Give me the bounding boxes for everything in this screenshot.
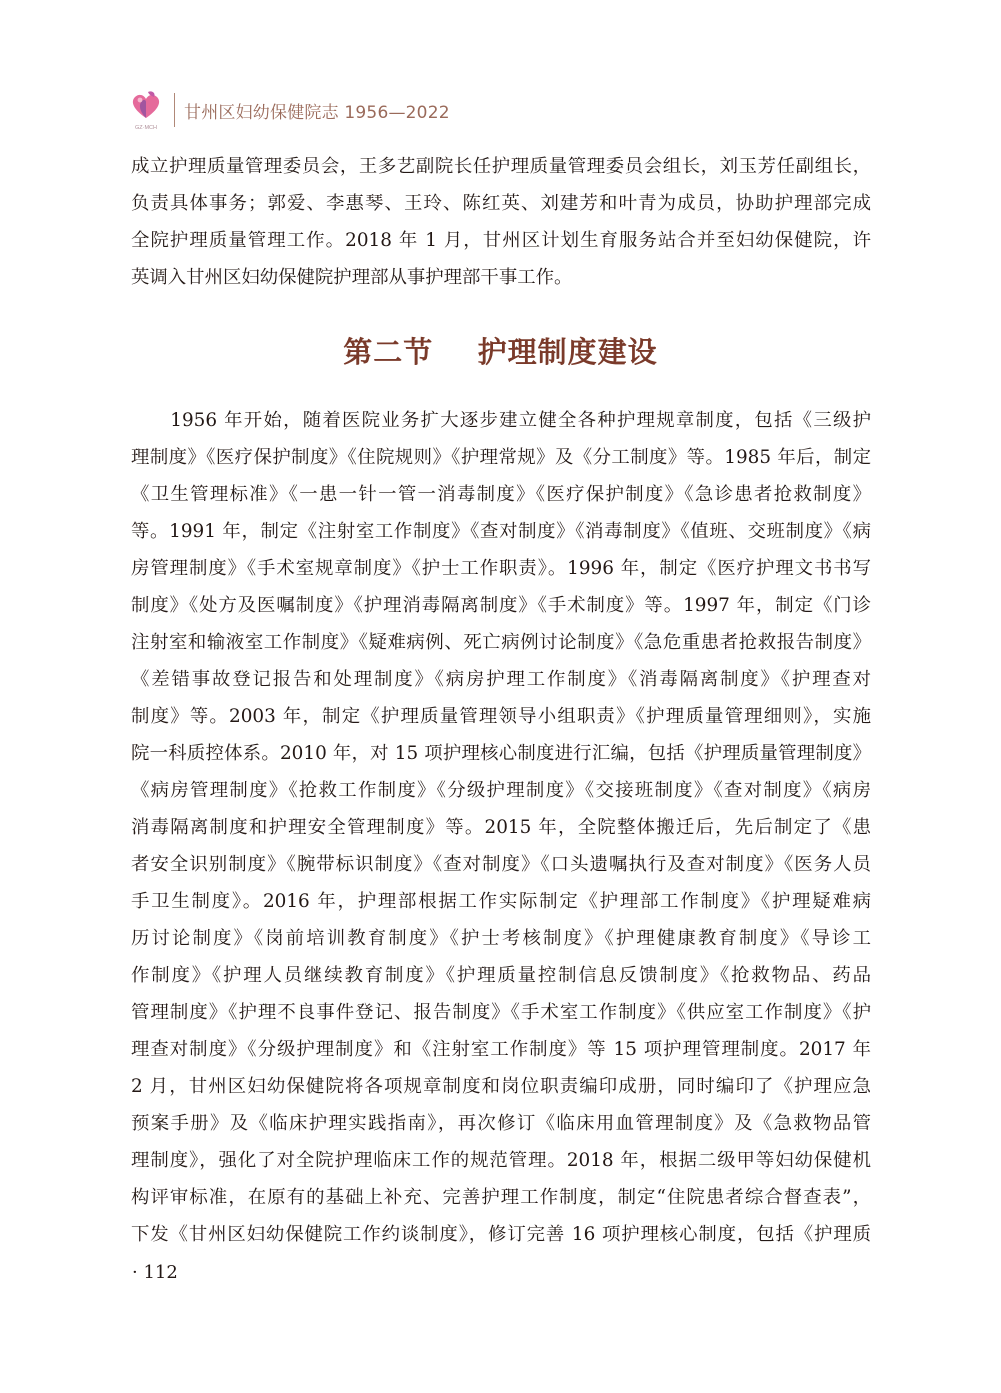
text-line: 1956 年开始，随着医院业务扩大逐步建立健全各种护理规章制度，包括《三级护 [131,410,871,431]
text-line: 管理制度》《护理不良事件登记、报告制度》《手术室工作制度》《供应室工作制度》《护 [131,1002,871,1023]
text-line: 《病房管理制度》《抢救工作制度》《分级护理制度》《交接班制度》《查对制度》《病房 [131,780,871,801]
page-number: · 112 [132,1262,178,1283]
intro-paragraph [131,148,871,296]
text-line: 理制度》《医疗保护制度》《住院规则》《护理常规》及《分工制度》等。1985 年后，制定 [131,447,871,468]
text-line: 负责具体事务；郭爱、李惠琴、王玲、陈红英、刘建芳和叶青为成员，协助护理部完成 [131,193,871,214]
text-line: 消毒隔离制度和护理安全管理制度》等。2015 年，全院整体搬迁后，先后制定了《患 [131,817,871,838]
hospital-logo-icon [128,88,164,132]
text-line: 理查对制度》《分级护理制度》和《注射室工作制度》等 15 项护理管理制度。2017 年 [131,1039,871,1060]
page-header [128,88,450,132]
text-line: 者安全识别制度》《腕带标识制度》《查对制度》《口头遗嘱执行及查对制度》《医务人员 [131,854,871,875]
header-title: 甘州区妇幼保健院志 1956—2022 [184,102,450,123]
text-line: 下发《甘州区妇幼保健院工作约谈制度》，修订完善 16 项护理核心制度，包括《护理质 [131,1224,871,1245]
text-line: 英调入甘州区妇幼保健院护理部从事护理部干事工作。 [131,267,573,288]
header-divider [174,93,175,127]
logo-text: GZ·MCH [135,125,157,131]
text-line: 预案手册》及《临床护理实践指南》，再次修订《临床用血管理制度》及《急救物品管 [131,1113,871,1134]
body-paragraph [131,402,871,1253]
text-line: 院一科质控体系。2010 年，对 15 项护理核心制度进行汇编，包括《护理质量管理制度》 [131,743,871,764]
text-line: 全院护理质量管理工作。2018 年 1 月，甘州区计划生育服务站合并至妇幼保健院，许 [131,230,871,251]
text-line: 房管理制度》《手术室规章制度》《护士工作职责》。1996 年，制定《医疗护理文书书写 [131,558,871,579]
text-line: 《卫生管理标准》《一患一针一管一消毒制度》《医疗保护制度》《急诊患者抢救制度》 [131,484,871,505]
text-line: 成立护理质量管理委员会，王多艺副院长任护理质量管理委员会组长，刘玉芳任副组长， [131,156,871,177]
text-line: 等。1991 年，制定《注射室工作制度》《查对制度》《消毒制度》《值班、交班制度》《病 [131,521,871,542]
text-line: 构评审标准，在原有的基础上补充、完善护理工作制度，制定“住院患者综合督查表”， [131,1187,871,1208]
section-title: 第二节 护理制度建设 [343,335,658,369]
text-line: 作制度》《护理人员继续教育制度》《护理质量控制信息反馈制度》《抢救物品、药品 [131,965,871,986]
text-line: 注射室和输液室工作制度》《疑难病例、死亡病例讨论制度》《急危重患者抢救报告制度》 [131,632,871,653]
text-line: 理制度》，强化了对全院护理临床工作的规范管理。2018 年，根据二级甲等妇幼保健机 [131,1150,871,1171]
text-line: 制度》《处方及医嘱制度》《护理消毒隔离制度》《手术制度》等。1997 年，制定《门诊 [131,595,871,616]
text-line: 手卫生制度》。2016 年，护理部根据工作实际制定《护理部工作制度》《护理疑难病 [131,891,871,912]
text-line: 制度》等。2003 年，制定《护理质量管理领导小组职责》《护理质量管理细则》，实施 [131,706,871,727]
text-line: 《差错事故登记报告和处理制度》《病房护理工作制度》《消毒隔离制度》《护理查对 [131,669,871,690]
text-line: 历讨论制度》《岗前培训教育制度》《护士考核制度》《护理健康教育制度》《导诊工 [131,928,871,949]
text-line: 2 月，甘州区妇幼保健院将各项规章制度和岗位职责编印成册，同时编印了《护理应急 [131,1076,871,1097]
